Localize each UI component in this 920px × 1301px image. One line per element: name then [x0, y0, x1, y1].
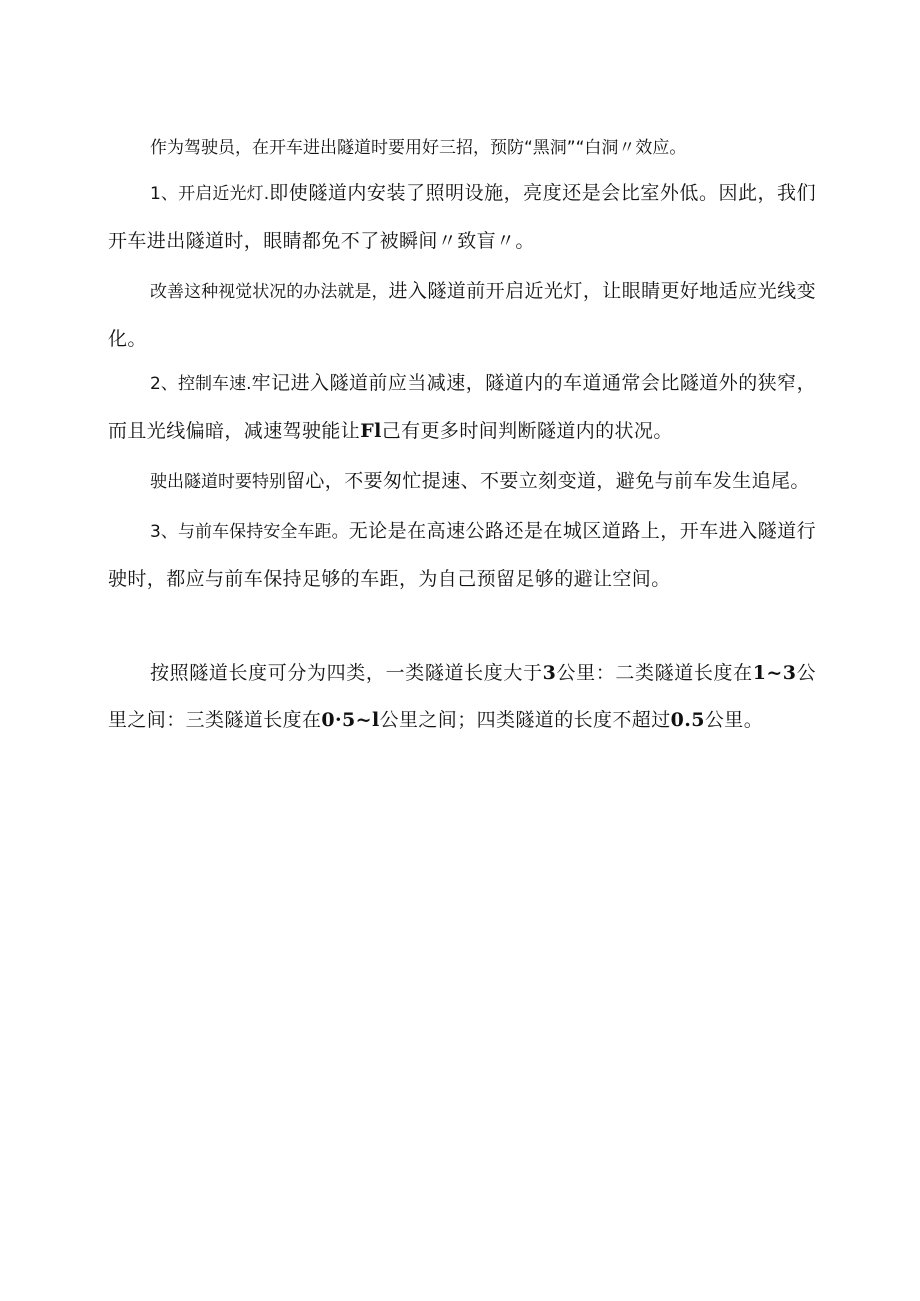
item3-heading: 3、与前车保持安全车距。 [150, 522, 349, 542]
classification-text-5: 公里。 [704, 709, 764, 731]
classification-number-2: 1~3 [752, 662, 797, 684]
classification-text-2: 公里：二类隧道长度在 [556, 662, 753, 684]
item2-body-a: 牢记进入隧道前应当减速，隧道内的车道通常会比隧道外的狭窄，而且光线偏暗，减速驾驶能让 [108, 372, 816, 442]
tip1-lead: 改善这种视觉状况的办法就是， [150, 282, 389, 302]
item1-paragraph [108, 170, 816, 265]
classification-text-1: 按照隧道长度可分为四类，一类隧道长度大于 [150, 662, 543, 684]
item1-body: 即使隧道内安装了照明设施，亮度还是会比室外低。因此，我们开车进出隧道时，眼睛都免不了被瞬间〃致盲〃。 [108, 182, 816, 252]
classification-number-3: 0·5~l [321, 709, 380, 731]
tip1-paragraph [108, 268, 816, 363]
intro-paragraph [108, 125, 816, 172]
classification-number-4: 0.5 [670, 709, 705, 731]
tip2-lead: 驶出隧道时要特别 [150, 472, 286, 492]
classification-number-1: 3 [542, 662, 557, 684]
classification-text-4: 公里之间；四类隧道的长度不超过 [379, 709, 671, 731]
classification-paragraph [108, 650, 816, 744]
item2-paragraph [108, 360, 816, 455]
item3-body: 无论是在高速公路还是在城区道路上，开车进入隧道行驶时，都应与前车保持足够的车距，为自己预留足够的避让空间。 [108, 520, 816, 590]
item2-heading: 2、控制车速. [150, 374, 252, 394]
intro-text: 作为驾驶员，在开车进出隧道时要用好三招，预防“黑洞”“白洞〃效应。 [150, 138, 687, 158]
tip2-paragraph [108, 458, 816, 506]
tip1-body: 进入隧道前开启近光灯，让眼睛更好地适应光线变化。 [108, 280, 816, 350]
item3-paragraph [108, 508, 816, 603]
item2-body-b: Fl [360, 420, 382, 442]
item2-body-c: 己有更多时间判断隧道内的状况。 [381, 420, 673, 442]
item1-heading: 1、开启近光灯. [150, 184, 270, 204]
classification-text-3: 公里之间：三类隧道长度在 [108, 662, 816, 731]
tip2-body: 留心，不要匆忙提速、不要立刻变道，避免与前车发生追尾。 [286, 470, 810, 492]
